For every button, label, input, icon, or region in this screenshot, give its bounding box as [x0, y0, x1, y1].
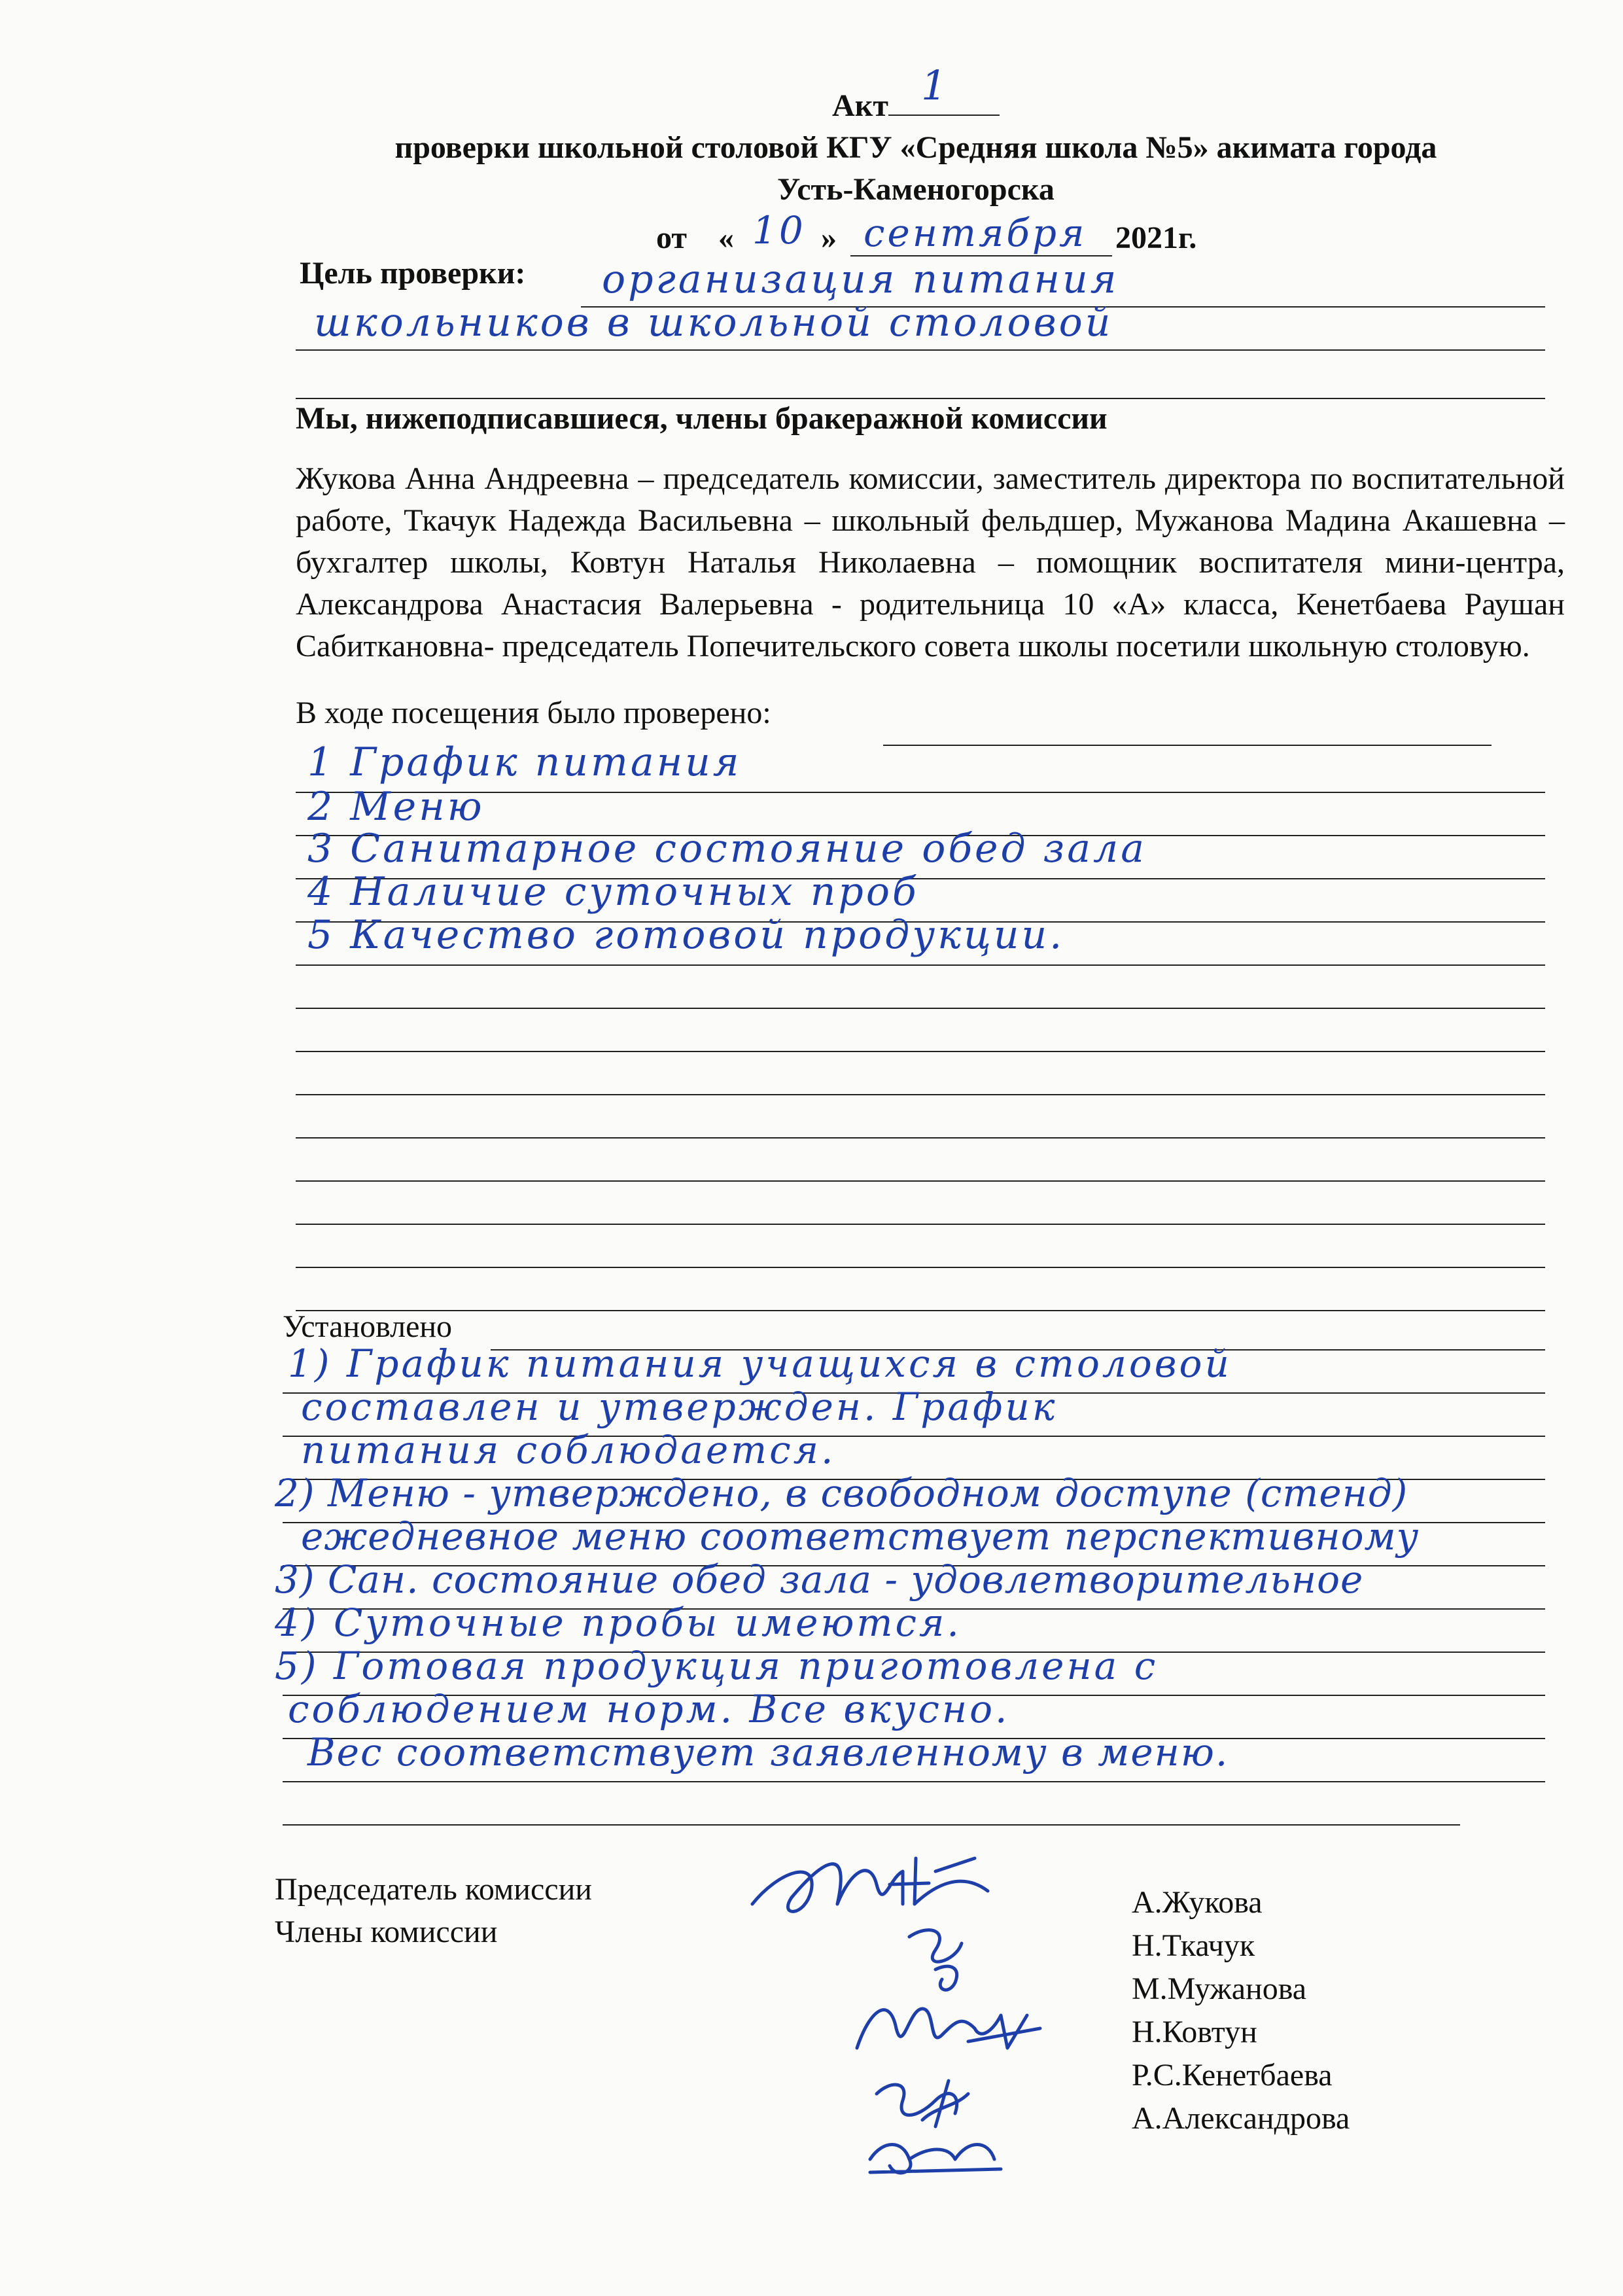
signature-name-1: А.Жукова [1132, 1885, 1263, 1920]
checked-item-5: 5 Качество готовой продукции. [307, 912, 1065, 958]
finding-line-1: 1) График питания учащихся в столовой [288, 1341, 1232, 1386]
ruled-line [283, 1824, 1460, 1826]
ruled-line [283, 1781, 1545, 1782]
checked-item-2: 2 Меню [307, 784, 485, 830]
finding-line-2: составлен и утвержден. График [301, 1385, 1058, 1429]
purpose-text-1: организация питания [602, 256, 1119, 302]
members-label: Члены комиссии [275, 1915, 498, 1949]
signature-name-2: Н.Ткачук [1132, 1928, 1255, 1963]
finding-line-9: соблюдением норм. Все вкусно. [288, 1687, 1010, 1731]
title-block [262, 62, 1570, 211]
signature-zhukova [752, 1858, 988, 1911]
date-month: сентября [864, 211, 1087, 255]
signature-names [1132, 1881, 1350, 2140]
signature-name-6: А.Александрова [1132, 2101, 1350, 2136]
ruled-line [296, 1008, 1545, 1009]
act-number-blank [888, 62, 1000, 116]
findings-label: Установлено [283, 1309, 453, 1344]
title-line-1: проверки школьной столовой КГУ «Средняя школа №5» акимата города [394, 130, 1437, 165]
signature-muzhanova [857, 2009, 1040, 2048]
checked-item-1: 1 График питания [307, 739, 742, 785]
signature-name-3: М.Мужанова [1132, 1971, 1307, 2006]
title-line-2: Усть-Каменогорска [777, 172, 1055, 207]
finding-line-6: 3) Сан. состояние обед зала - удовлетворительное [275, 1557, 1364, 1602]
finding-line-4: 2) Меню - утверждено, в свободном доступе (стенд) [275, 1471, 1408, 1515]
date-year: 2021г. [1115, 221, 1197, 255]
checked-label-line [883, 745, 1492, 746]
act-label: Акт [832, 88, 888, 123]
ruled-line [296, 1137, 1545, 1139]
ruled-line [296, 1094, 1545, 1095]
finding-line-7: 4) Суточные пробы имеются. [275, 1600, 962, 1645]
checked-item-4: 4 Наличие суточных проб [307, 869, 919, 915]
checked-label: В ходе посещения было проверено: [296, 696, 771, 730]
purpose-text-2: школьников в школьной столовой [314, 300, 1113, 345]
ruled-line [296, 1267, 1545, 1268]
ruled-line [296, 1310, 1545, 1311]
ruled-line [296, 1180, 1545, 1182]
finding-line-10: Вес соответствует заявленному в меню. [307, 1730, 1229, 1775]
finding-line-5: ежедневное меню соответствует перспективному [301, 1514, 1420, 1559]
signatures-graphic [739, 1832, 1106, 2199]
ruled-line [296, 1224, 1545, 1225]
date-prefix: от [656, 221, 687, 255]
signature-tkachuk [909, 1930, 962, 1990]
commission-heading: Мы, нижеподписавшиеся, члены бракеражной комиссии [296, 401, 1108, 436]
date-day: 10 [752, 208, 806, 253]
act-number: 1 [920, 62, 947, 109]
date-close-quote: » [821, 221, 837, 255]
signature-kenetbaeva [870, 2145, 1001, 2173]
signature-name-5: Р.С.Кенетбаева [1132, 2058, 1333, 2093]
act-title-line [262, 62, 1570, 127]
purpose-line-3 [296, 398, 1545, 399]
signature-name-4: Н.Ковтун [1132, 2015, 1257, 2049]
chairman-label: Председатель комиссии [275, 1872, 592, 1907]
checked-item-3: 3 Санитарное состояние обед зала [307, 826, 1147, 872]
purpose-label: Цель проверки: [300, 256, 526, 291]
finding-line-8: 5) Готовая продукция приготовлена с [275, 1644, 1159, 1688]
purpose-line-2 [296, 349, 1545, 351]
date-open-quote: « [718, 221, 734, 255]
ruled-line [296, 964, 1545, 966]
signature-kovtun [877, 2081, 968, 2127]
finding-line-3: питания соблюдается. [301, 1428, 836, 1472]
ruled-line [296, 1051, 1545, 1052]
commission-paragraph: Жукова Анна Андреевна – председатель комиссии, заместитель директора по воспитательной работе, Ткачук Надежда Васильевна – школьный фельдшер, Мужанова Мадина Акашевна – бухгалтер школы, Ковтун Наталья Николаевна – помощник воспитателя мини-центра, Александрова Анастасия Валерьевна - родительница 10 «А» класса, Кенетбаева Раушан Сабиткановна- председатель Попечительского совета школы посетили школьную столовую. [296, 461, 1565, 663]
